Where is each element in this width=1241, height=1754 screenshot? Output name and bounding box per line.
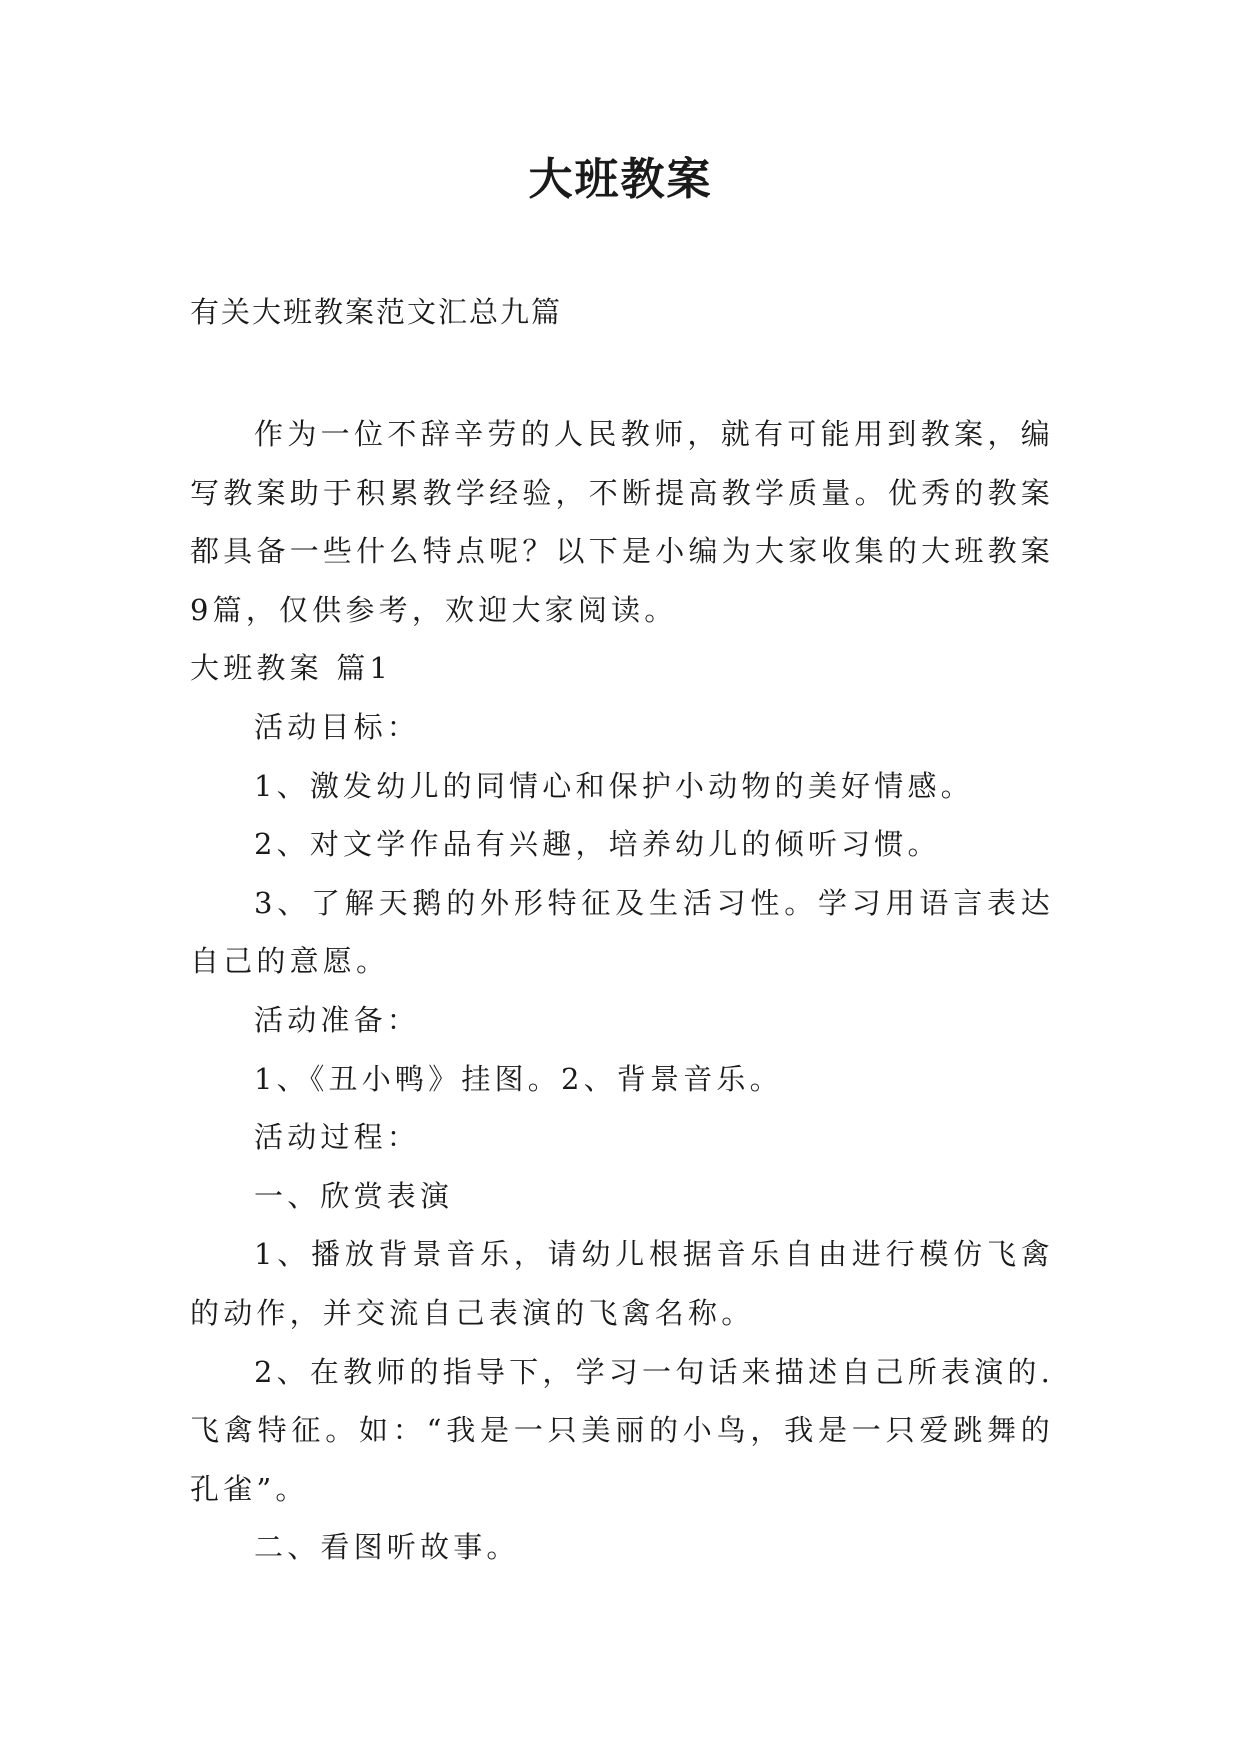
- paragraph: 1、《丑小鸭》挂图。2、背景音乐。: [254, 1061, 783, 1096]
- document-body: [190, 405, 1054, 1577]
- document-title: 大班教案: [528, 154, 713, 205]
- section-heading: 大班教案 篇1: [190, 651, 393, 686]
- paragraph: 2、对文学作品有兴趣，培养幼儿的倾听习惯。: [254, 827, 941, 862]
- intro-paragraph: 作为一位不辞辛劳的人民教师，就有可能用到教案，编写教案助于积累教学经验，不断提高教学质量。优秀的教案都具备一些什么特点呢？以下是小编为大家收集的大班教案9篇，仅供参考，欢迎大家阅读。: [190, 417, 1054, 627]
- paragraph: 2、在教师的指导下，学习一句话来描述自己所表演的.飞禽特征。如：“我是一只美丽的小鸟，我是一只爱跳舞的孔雀”。: [190, 1354, 1054, 1506]
- paragraph: 1、激发幼儿的同情心和保护小动物的美好情感。: [254, 768, 974, 803]
- paragraph: 一、欣赏表演: [254, 1178, 454, 1213]
- paragraph: 3、了解天鹅的外形特征及生活习性。学习用语言表达自己的意愿。: [190, 885, 1054, 979]
- paragraph: 活动目标：: [254, 709, 421, 744]
- paragraph: 活动过程：: [254, 1120, 421, 1155]
- paragraph: 二、看图听故事。: [254, 1530, 520, 1565]
- paragraph: 1、播放背景音乐，请幼儿根据音乐自由进行模仿飞禽的动作，并交流自己表演的飞禽名称。: [190, 1237, 1054, 1330]
- document-subtitle: 有关大班教案范文汇总九篇: [190, 295, 563, 329]
- paragraph: 活动准备：: [254, 1002, 421, 1037]
